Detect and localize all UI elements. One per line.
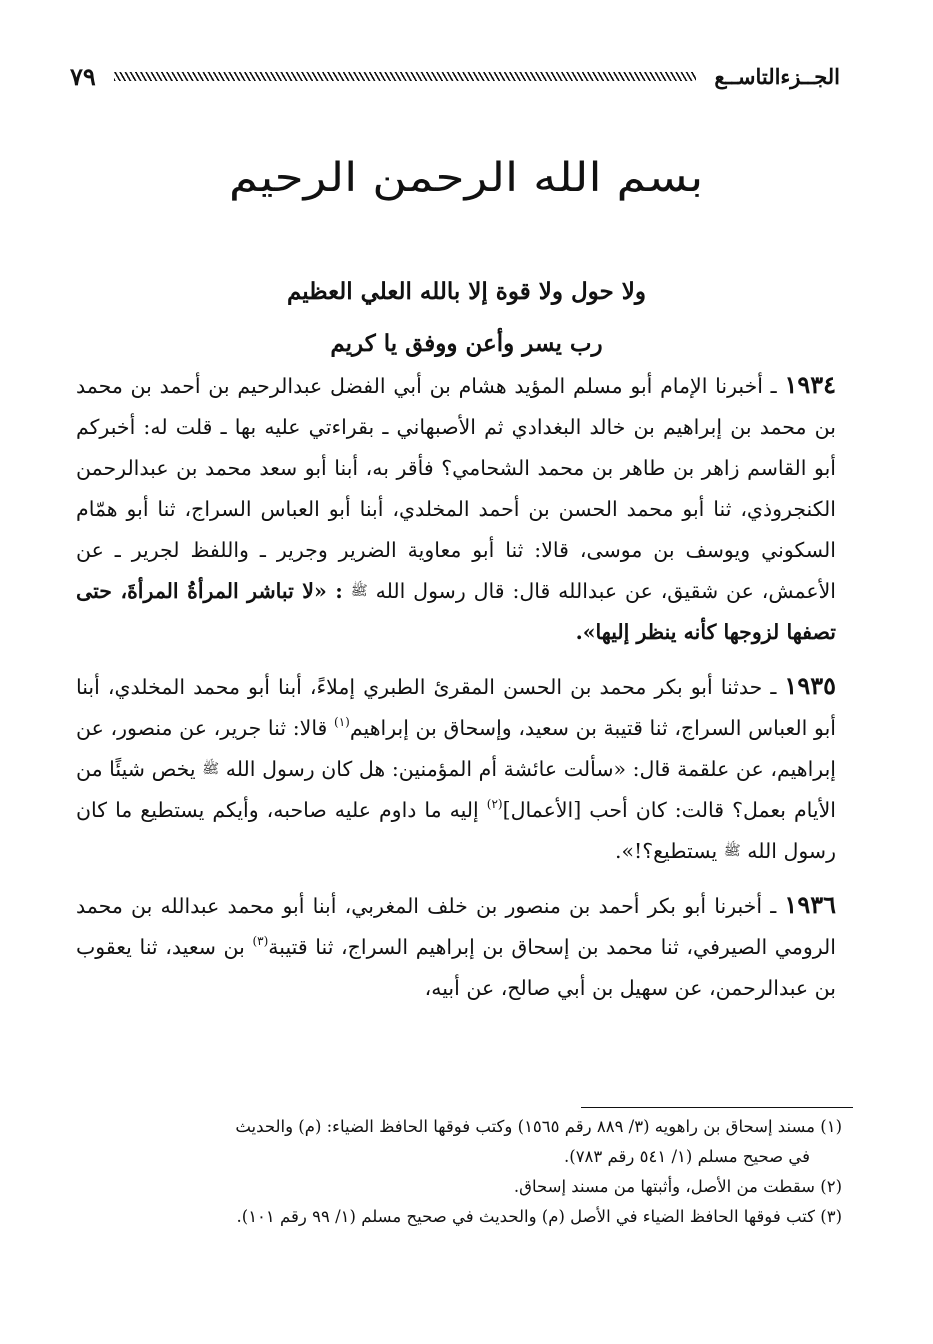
invocation-dua: رب يسر وأعن ووفق يا كريم [330,330,603,357]
main-text [76,364,836,1021]
footnote-2: (٢) سقطت من الأصل، وأثبتها من مسند إسحاق. [513,1177,842,1196]
hadith-text-part: يخص شيئًا من الأيام بعمل؟ قالت: كان أحب [الأعمال] [76,757,836,822]
salawat-glyph: ﷺ [350,583,368,599]
hadith-1934: ١٩٣٤ ـ أخبرنا الإمام أبو مسلم المؤيد هشام بن أبي الفضل عبدالرحيم بن أحمد بن محمد بن محمد بن إبراهيم بن خالد البغدادي ثم الأصبهاني ـ بقراءتي عليه بها ـ قلت له: أخبركم أبو القاسم زاهر بن طاهر بن محمد الشحامي؟ فأقر به، أبنا أبو سعد محمد بن عبدالرحمن الكنجروذي، ثنا أبو محمد الحسن بن أحمد المخلدي، أبنا أبو العباس السراج، ثنا أبو همّام السكوني ويوسف بن موسى، قالا: ثنا أبو معاوية الضرير وجرير ـ واللفظ لجرير ـ عن الأعمش، عن شقيق، عن عبدالله قال: قال رسول الله ﷺ : «لا تباشر المرأةُ المرأةَ، حتى تصفها لزوجها كأنه ينظر إليها». [76,370,836,644]
footnote-reference-3[interactable]: (٣) [252,934,269,948]
hadith-number: ١٩٣٤ [784,370,836,399]
header-hatched-rule [114,72,697,81]
salawat-glyph: ﷺ [202,761,220,777]
basmala-text: بسم الله الرحمن الرحيم [229,155,704,201]
hadith-number: ١٩٣٥ [784,671,836,700]
footnote-reference-2[interactable]: (٢) [486,797,503,811]
invocation-hawqala: ولا حول ولا قوة إلا بالله العلي العظيم [287,278,646,305]
hadith-isnad: أخبرنا الإمام أبو مسلم المؤيد هشام بن أبي الفضل عبدالرحيم بن أحمد بن محمد بن محمد بن إبراهيم بن خالد البغدادي ثم الأصبهاني ـ بقراءتي عليه بها ـ قلت له: أخبركم أبو القاسم زاهر بن طاهر بن محمد الشحامي؟ فأقر به، أبنا أبو سعد محمد بن عبدالرحمن الكنجروذي، ثنا أبو محمد الحسن بن أحمد المخلدي، أبنا أبو العباس السراج، ثنا أبو همّام السكوني ويوسف بن موسى، قالا: ثنا أبو معاوية الضرير وجرير ـ واللفظ لجرير ـ عن الأعمش، عن شقيق، عن عبدالله قال: قال رسول الله [76,374,836,603]
basmala-calligraphy [0,148,933,208]
footnote-1: (١) مسند إسحاق بن راهويه (٣/ ٨٨٩ رقم ١٥٦٥) وكتب فوقها الحافظ الضياء: (م) والحديث [235,1117,842,1136]
hadith-text-part: أخبرنا أبو بكر أحمد بن منصور بن خلف المغربي، أبنا أبو محمد عبدالله بن محمد الرومي الصيرفي، ثنا محمد بن إسحاق بن إبراهيم السراج، ثنا قتيبة [76,894,836,959]
page-number: ٧٩ [70,61,96,91]
hadith-matn: : «لا تباشر المرأةُ المرأةَ، حتى تصفها لزوجها كأنه ينظر إليها». [76,579,836,644]
hadith-1936: ١٩٣٦ ـ أخبرنا أبو بكر أحمد بن منصور بن خلف المغربي، أبنا أبو محمد عبدالله بن محمد الرومي الصيرفي، ثنا محمد بن إسحاق بن إبراهيم السراج، ثنا قتيبة$^{(٣)}$ بن سعيد، ثنا يعقوب بن عبدالرحمن، عن سهيل بن أبي صالح، عن أبيه، [76,890,836,1000]
running-title: الجــزءالتاســع [714,63,840,89]
footnote-reference-1[interactable]: (١) [334,715,350,729]
hadith-text-part: قالا: ثنا جرير، عن منصور، عن إبراهيم، عن علقمة قال: «سألت عائشة أم المؤمنين: هل كان رسول الله [76,716,836,781]
hadith-text-part: يستطيع؟!». [614,839,718,863]
footnote-3: (٣) كتب فوقها الحافظ الضياء في الأصل (م) والحديث في صحيح مسلم (١/ ٩٩ رقم ١٠١). [236,1207,842,1226]
hadith-text-part: حدثنا أبو بكر محمد بن الحسن المقرئ الطبري إملاءً، أبنا أبو محمد المخلدي، أبنا أبو العباس السراج، ثنا قتيبة بن سعيد، وإسحاق بن إبراهيم [76,675,836,740]
hadith-text-part: بن سعيد، ثنا يعقوب بن عبدالرحمن، عن سهيل بن أبي صالح، عن أبيه، [76,935,836,1000]
footnote-separator [581,1107,853,1108]
footnotes [72,1112,842,1232]
footnote-1-continuation: في صحيح مسلم (١/ ٥٤١ رقم ٧٨٣). [564,1147,810,1166]
hadith-1935: ١٩٣٥ ـ حدثنا أبو بكر محمد بن الحسن المقرئ الطبري إملاءً، أبنا أبو محمد المخلدي، أبنا أبو العباس السراج، ثنا قتيبة بن سعيد، وإسحاق بن إبراهيم$^{(١)}$ قالا: ثنا جرير، عن منصور، عن إبراهيم، عن علقمة قال: «سألت عائشة أم المؤمنين: هل كان رسول الله ﷺ يخص شيئًا من الأيام بعمل؟ قالت: كان أحب [الأعمال]$^{(٢)}$ إليه ما داوم عليه صاحبه، وأيكم يستطيع ما كان رسول الله ﷺ يستطيع؟!». [76,665,836,872]
hadith-number: ١٩٣٦ [784,890,836,919]
salawat-glyph: ﷺ [723,843,741,859]
running-header [70,58,840,94]
hadith-text-part: إليه ما داوم عليه صاحبه، وأيكم يستطيع ما كان رسول الله [76,798,836,863]
